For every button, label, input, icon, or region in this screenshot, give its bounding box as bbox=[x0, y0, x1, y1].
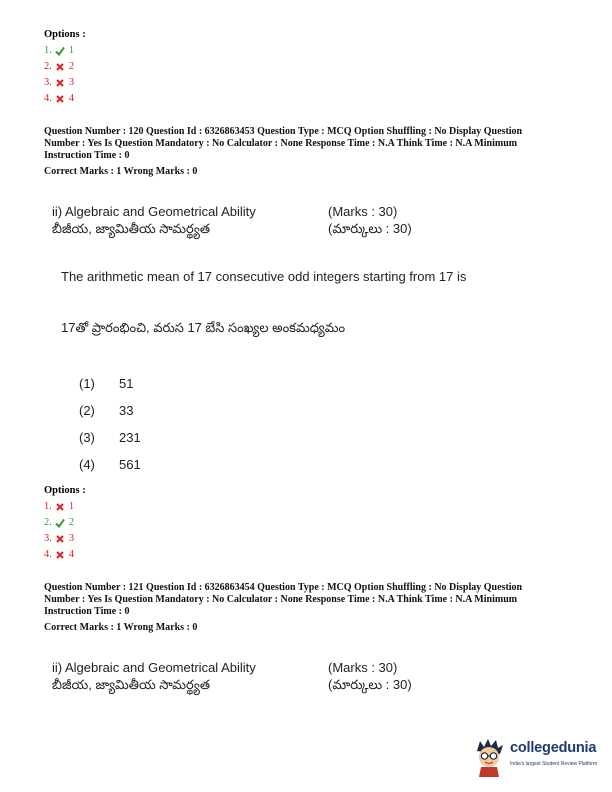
meta-line: Question Number : 121 Question Id : 6326863454 Question Type : MCQ Option Shuffling : No Display Question bbox=[44, 582, 523, 593]
options-label: Options : bbox=[44, 485, 86, 496]
choice-value: 231 bbox=[119, 430, 141, 445]
section-marks-en: (Marks : 30) bbox=[328, 204, 398, 219]
choice-label: (3) bbox=[79, 430, 95, 445]
choice-label: (2) bbox=[79, 403, 95, 418]
option-value: 4 bbox=[68, 549, 75, 560]
logo-tagline: India's largest Student Review Platform bbox=[510, 761, 598, 767]
option-number: 2. bbox=[44, 517, 52, 528]
mascot-icon bbox=[472, 737, 506, 777]
question-meta bbox=[44, 126, 574, 178]
option-number: 2. bbox=[44, 61, 52, 72]
cross-icon bbox=[55, 62, 65, 72]
option-value: 2 bbox=[68, 517, 75, 528]
answer-choice bbox=[79, 376, 134, 391]
option-number: 4. bbox=[44, 93, 52, 104]
choice-label: (1) bbox=[79, 376, 95, 391]
option-row bbox=[44, 43, 86, 59]
marks-line: Correct Marks : 1 Wrong Marks : 0 bbox=[44, 166, 198, 177]
cross-icon bbox=[55, 550, 65, 560]
section-title-te: బీజీయ, జ్యామితీయ సామర్థ్యత bbox=[52, 677, 210, 692]
question-text-en: The arithmetic mean of 17 consecutive odd integers starting from 17 is bbox=[61, 269, 467, 284]
option-row bbox=[44, 91, 86, 107]
choice-value: 561 bbox=[119, 457, 141, 472]
question-text-te: 17తో ప్రారంభించి, వరుస 17 బేసి సంఖ్యల అంకమధ్యమం bbox=[61, 320, 346, 335]
question-meta bbox=[44, 582, 574, 634]
meta-line: Number : Yes Is Question Mandatory : No Calculator : None Response Time : N.A Think Time : N.A Minimum bbox=[44, 594, 518, 605]
option-row bbox=[44, 75, 86, 91]
option-value: 3 bbox=[68, 77, 75, 88]
section-title-te: బీజీయ, జ్యామితీయ సామర్థ్యత bbox=[52, 221, 210, 236]
choice-value: 51 bbox=[119, 376, 134, 391]
options-block bbox=[44, 483, 86, 563]
cross-icon bbox=[55, 502, 65, 512]
meta-line: Number : Yes Is Question Mandatory : No Calculator : None Response Time : N.A Think Time : N.A Minimum bbox=[44, 138, 518, 149]
answer-choice bbox=[79, 457, 141, 472]
option-number: 4. bbox=[44, 549, 52, 560]
option-value: 2 bbox=[68, 61, 75, 72]
option-number: 3. bbox=[44, 77, 52, 88]
cross-icon bbox=[55, 94, 65, 104]
section-title-en: ii) Algebraic and Geometrical Ability bbox=[52, 204, 256, 219]
options-label: Options : bbox=[44, 29, 86, 40]
section-marks-en: (Marks : 30) bbox=[328, 660, 398, 675]
meta-line: Instruction Time : 0 bbox=[44, 150, 130, 161]
cross-icon bbox=[55, 534, 65, 544]
option-row bbox=[44, 531, 86, 547]
options-block bbox=[44, 27, 86, 107]
marks-line: Correct Marks : 1 Wrong Marks : 0 bbox=[44, 622, 198, 633]
option-number: 3. bbox=[44, 533, 52, 544]
meta-line: Question Number : 120 Question Id : 6326863453 Question Type : MCQ Option Shuffling : No Display Question bbox=[44, 126, 523, 137]
option-row bbox=[44, 59, 86, 75]
option-value: 1 bbox=[68, 501, 75, 512]
option-value: 1 bbox=[68, 45, 75, 56]
logo-name: collegedunia bbox=[510, 740, 597, 756]
option-row bbox=[44, 499, 86, 515]
option-value: 4 bbox=[68, 93, 75, 104]
check-icon bbox=[55, 518, 65, 528]
option-row bbox=[44, 547, 86, 563]
answer-choice bbox=[79, 430, 141, 445]
option-number: 1. bbox=[44, 45, 52, 56]
section-marks-te: (మార్కులు : 30) bbox=[328, 221, 412, 236]
check-icon bbox=[55, 46, 65, 56]
option-value: 3 bbox=[68, 533, 75, 544]
option-row bbox=[44, 515, 86, 531]
option-number: 1. bbox=[44, 501, 52, 512]
meta-line: Instruction Time : 0 bbox=[44, 606, 130, 617]
answer-choice bbox=[79, 403, 134, 418]
collegedunia-logo bbox=[472, 735, 602, 783]
cross-icon bbox=[55, 78, 65, 88]
choice-label: (4) bbox=[79, 457, 95, 472]
choice-value: 33 bbox=[119, 403, 134, 418]
section-marks-te: (మార్కులు : 30) bbox=[328, 677, 412, 692]
section-title-en: ii) Algebraic and Geometrical Ability bbox=[52, 660, 256, 675]
